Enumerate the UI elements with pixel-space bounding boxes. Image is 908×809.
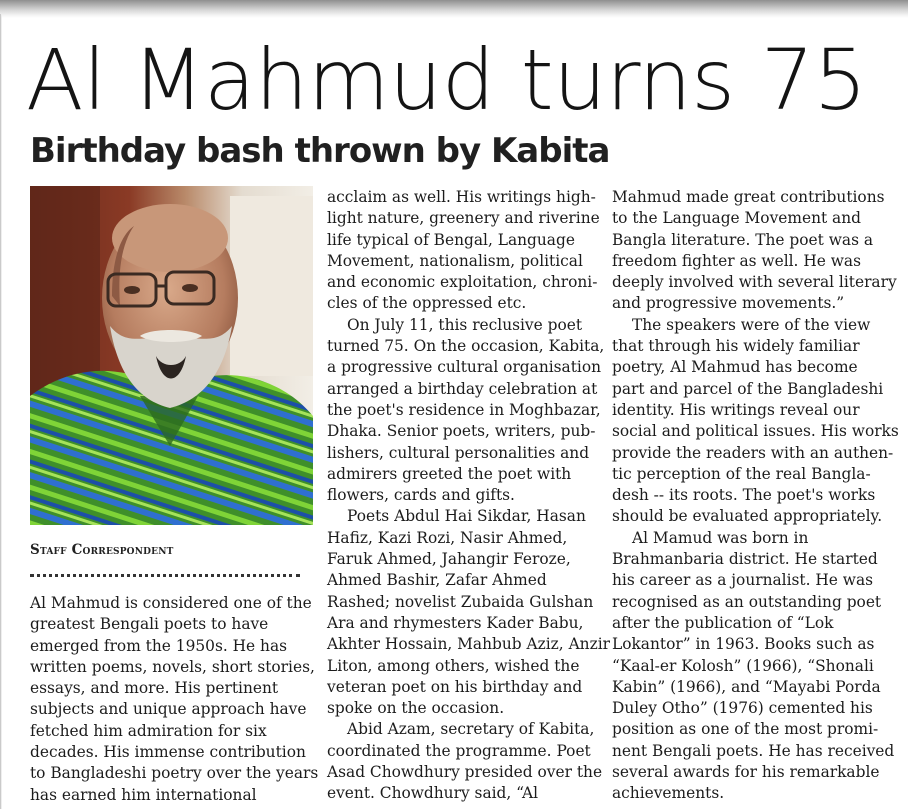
text-line: recognised as an outstanding poet: [612, 592, 882, 611]
text-line: Al Mamud was born in: [632, 528, 809, 547]
text-line: Abid Azam, secretary of Kabita,: [347, 720, 595, 739]
text-line: written poems, novels, short stories,: [30, 657, 315, 676]
text-line: “Kaal-er Kolosh” (1966), “Shonali: [612, 656, 874, 675]
text-line: acclaim as well. His writings high-: [327, 188, 596, 206]
text-line: decades. His immense contribution: [30, 743, 306, 762]
article-column-1: [30, 593, 319, 806]
text-line: lishers, cultural personalities and: [327, 443, 590, 462]
text-line: essays, and more. His pertinent: [30, 679, 279, 698]
text-line: the poet's residence in Moghbazar,: [327, 400, 601, 419]
text-line: and progressive movements.”: [612, 294, 845, 313]
text-line: emerged from the 1950s. He has: [30, 636, 288, 655]
text-line: poetry, Al Mahmud has become: [612, 358, 858, 377]
text-line: arranged a birthday celebration at: [327, 379, 598, 398]
text-line: Ahmed Bashir, Zafar Ahmed: [327, 571, 547, 590]
text-line: Mahmud made great contributions: [612, 188, 885, 206]
text-line: Dhaka. Senior poets, writers, pub-: [327, 422, 596, 441]
text-line: and economic exploitation, chroni-: [327, 273, 598, 292]
text-line: The speakers were of the view: [632, 315, 871, 334]
text-line: Poets Abdul Hai Sikdar, Hasan: [347, 507, 586, 526]
text-line: flowers, cards and gifts.: [327, 486, 515, 505]
text-line: Lokantor” in 1963. Books such as: [612, 635, 875, 654]
text-line: Rashed; novelist Zubaida Gulshan: [327, 592, 594, 611]
text-line: a progressive cultural organisation: [327, 358, 602, 377]
text-line: Kabin” (1966), and “Mayabi Porda: [612, 677, 881, 696]
text-line: Bangla literature. The poet was a: [612, 230, 874, 249]
text-line: Duley Otho” (1976) cemented his: [612, 699, 873, 718]
text-line: part and parcel of the Bangladeshi: [612, 379, 884, 398]
text-line: provide the readers with an authen-: [612, 443, 894, 462]
text-line: desh -- its roots. The poet's works: [612, 486, 876, 505]
text-line: to the Language Movement and: [612, 209, 862, 228]
text-line: turned 75. On the occasion, Kabita,: [327, 337, 605, 356]
text-line: position as one of the most promi-: [612, 720, 879, 739]
text-line: Akhter Hossain, Mahbub Aziz, Anzir: [327, 635, 610, 654]
text-line: freedom fighter as well. He was: [612, 251, 861, 270]
text-line: Faruk Ahmed, Jahangir Feroze,: [327, 550, 571, 569]
text-line: achievements.: [612, 784, 725, 803]
text-line: event. Chowdhury said, “Al: [327, 784, 539, 803]
article-subheadline: Birthday bash thrown by Kabita: [30, 131, 610, 171]
text-line: Brahmanbaria district. He started: [612, 550, 878, 569]
text-line: life typical of Bengal, Language: [327, 230, 575, 249]
text-line: cles of the oppressed etc.: [327, 294, 527, 313]
article-column-3: [612, 187, 899, 805]
text-line: subjects and unique approach have: [30, 700, 307, 719]
text-line: several awards for his remarkable: [612, 763, 880, 782]
text-line: coordinated the programme. Poet: [327, 741, 591, 760]
portrait-photo-icon: [30, 186, 313, 525]
text-line: has earned him international: [30, 785, 257, 804]
text-line: deeply involved with several literary: [612, 273, 897, 292]
text-line: his career as a journalist. He was: [612, 571, 874, 590]
text-line: identity. His writings reveal our: [612, 400, 860, 419]
text-line: Liton, among others, wished the: [327, 656, 580, 675]
text-line: to Bangladeshi poetry over the years: [30, 764, 319, 783]
text-line: that through his widely familiar: [612, 337, 860, 356]
byline-divider: [30, 574, 300, 577]
text-line: Hafiz, Kazi Rozi, Nasir Ahmed,: [327, 528, 568, 547]
text-line: after the publication of “Lok: [612, 613, 834, 632]
text-line: Al Mahmud is considered one of the: [30, 594, 312, 612]
text-line: Asad Chowdhury presided over the: [327, 763, 603, 782]
text-line: admirers greeted the poet with: [327, 464, 572, 483]
scan-left-edge: [0, 14, 2, 809]
article-column-2: [327, 187, 610, 805]
text-line: Ara and rhymesters Kader Babu,: [327, 613, 584, 632]
scan-top-shadow: [0, 0, 908, 18]
article-headline: Al Mahmud turns 75: [26, 31, 867, 129]
article-byline: Staff Correspondent: [30, 542, 174, 558]
text-line: veteran poet on his birthday and: [327, 677, 583, 696]
text-line: should be evaluated appropriately.: [612, 507, 883, 526]
text-line: nent Bengali poets. He has received: [612, 741, 895, 760]
text-line: fetched him admiration for six: [30, 721, 267, 740]
text-line: light nature, greenery and riverine: [327, 209, 600, 228]
text-line: On July 11, this reclusive poet: [347, 315, 583, 334]
text-line: greatest Bengali poets to have: [30, 615, 269, 634]
text-line: spoke on the occasion.: [327, 699, 505, 718]
text-line: tic perception of the real Bangla-: [612, 464, 871, 483]
text-line: social and political issues. His works: [612, 422, 899, 441]
text-line: Movement, nationalism, political: [327, 251, 583, 270]
